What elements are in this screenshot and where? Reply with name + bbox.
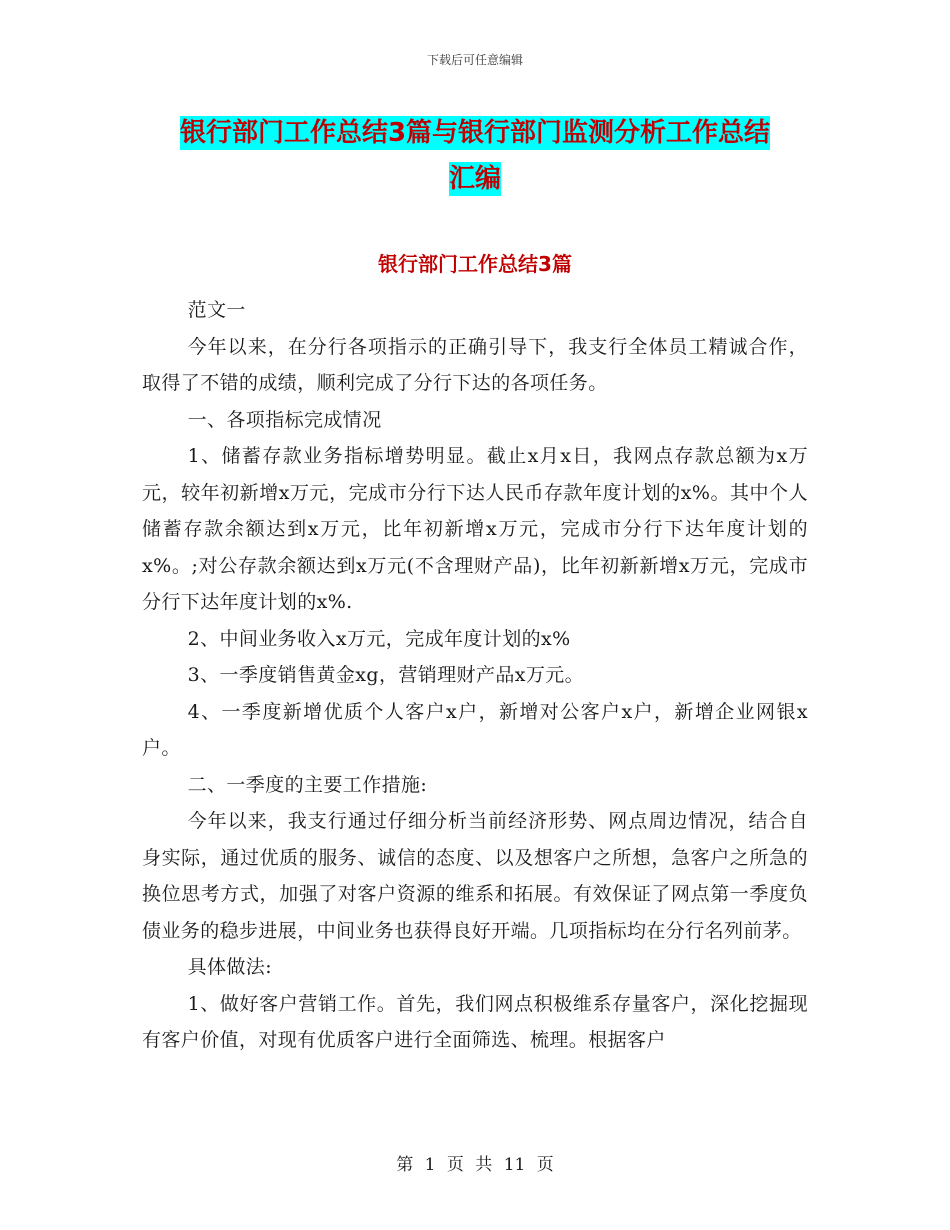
page-number-footer: 第 1 页 共 11 页	[396, 1155, 554, 1175]
page-header-note: 下载后可任意编辑	[426, 53, 523, 67]
paragraph: 1、做好客户营销工作。首先，我们网点积极维系存量客户，深化挖掘现有客户价值，对现有优质客户进行全面筛选、梳理。根据客户	[142, 992, 808, 1051]
paragraph: 二、一季度的主要工作措施:	[187, 773, 428, 796]
paragraph: 3、一季度销售黄金xg，营销理财产品x万元。	[187, 664, 585, 686]
paragraph: 今年以来，在分行各项指示的正确引导下，我支行全体员工精诚合作，取得了不错的成绩，顺利完成了分行下达的各项任务。	[142, 335, 808, 394]
section-title: 银行部门工作总结3篇	[378, 252, 572, 276]
paragraph: 1、储蓄存款业务指标增势明显。截止x月x日，我网点存款总额为x万元，较年初新增x万元，完成市分行下达人民币存款年度计划的x%。其中个人储蓄存款余额达到x万元，比年初新增x万元，完成市分行下达年度计划的x%。;对公存款余额达到x万元(不含理财产品)，比年初新新增x万元，完成市分行下达年度计划的x%.	[142, 445, 808, 613]
paragraph: 具体做法:	[187, 956, 272, 978]
paragraph: 2、中间业务收入x万元，完成年度计划的x%	[187, 627, 571, 650]
document-title-line-2: 汇编	[448, 164, 501, 194]
paragraph: 今年以来，我支行通过仔细分析当前经济形势、网点周边情况，结合自身实际，通过优质的服务、诚信的态度、以及想客户之所想，急客户之所急的换位思考方式，加强了对客户资源的维系和拓展。有效保证了网点第一季度负债业务的稳步进展，中间业务也获得良好开端。几项指标均在分行名列前茅。	[142, 810, 808, 942]
paragraph: 范文一	[187, 299, 246, 321]
document-title-line-1: 银行部门工作总结3篇与银行部门监测分析工作总结	[179, 118, 771, 148]
paragraph: 一、各项指标完成情况	[187, 408, 382, 431]
paragraph: 4、一季度新增优质个人客户x户，新增对公客户x户，新增企业网银x户。	[142, 700, 808, 759]
document-body	[142, 292, 808, 1059]
document-title	[120, 110, 830, 202]
